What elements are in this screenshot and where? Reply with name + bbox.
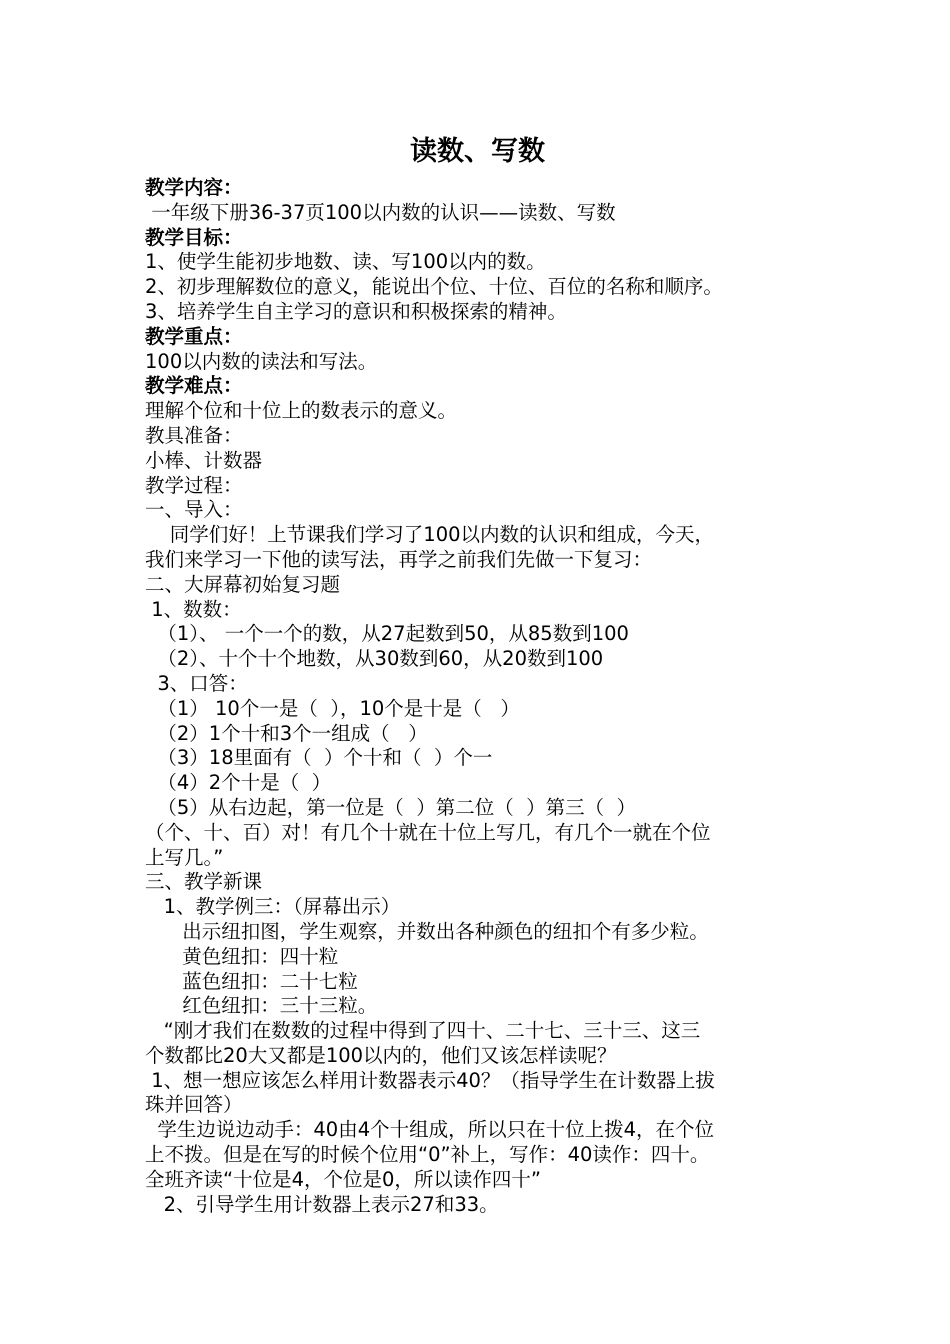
section-heading: 教学重点： [145, 324, 243, 348]
document-body [145, 176, 810, 1217]
text-line: 1、数数： [145, 597, 242, 621]
text-line: （5）从右边起，第一位是（ ）第二位（ ）第三（ ） [145, 795, 636, 819]
text-line: 珠并回答） [145, 1093, 243, 1117]
text-line: 小棒、计数器 [145, 448, 263, 472]
text-line: （2）1个十和3个一组成（ ） [145, 721, 428, 745]
text-line: 上写几。” [145, 845, 224, 869]
text-line: （1）、 一个一个的数，从27起数到50，从85数到100 [145, 622, 629, 646]
text-line: 教学过程： [145, 473, 243, 497]
text-line: 黄色纽扣：四十粒 [145, 944, 339, 968]
text-line: 1、使学生能初步地数、读、写100以内的数。 [145, 250, 546, 274]
text-line: 同学们好！上节课我们学习了100以内数的认识和组成，今天， [145, 523, 715, 547]
text-line: 三、教学新课 [145, 870, 263, 894]
text-line: 一、导入： [145, 498, 243, 522]
text-line: （4）2个十是（ ） [145, 771, 332, 795]
text-line: 1、想一想应该怎么样用计数器表示40？（指导学生在计数器上拔 [145, 1068, 715, 1092]
text-line: 蓝色纽扣：二十七粒 [145, 969, 358, 993]
text-line: 2、初步理解数位的意义，能说出个位、十位、百位的名称和顺序。 [145, 275, 723, 299]
text-line: 二、大屏幕初始复习题 [145, 572, 341, 596]
text-line: （个、十、百）对！有几个十就在十位上写几，有几个一就在个位 [145, 820, 711, 844]
text-line: （3）18里面有（ ）个十和（ ）个一 [145, 746, 493, 770]
section-heading: 教学难点： [145, 374, 243, 398]
text-line: 教具准备： [145, 423, 243, 447]
text-line: 上不拨。但是在写的时候个位用“0”补上，写作：40读作：四十。 [145, 1143, 710, 1167]
text-line: 2、引导学生用计数器上表示27和33。 [145, 1192, 499, 1216]
text-line: 出示纽扣图，学生观察，并数出各种颜色的纽扣个有多少粒。 [145, 919, 709, 943]
text-line: （2）、十个十个地数，从30数到60，从20数到100 [145, 647, 604, 671]
text-line: 3、口答： [145, 671, 248, 695]
section-heading: 教学内容： [145, 176, 243, 199]
text-line: “刚才我们在数数的过程中得到了四十、二十七、三十三、这三 [145, 1019, 701, 1043]
text-line: 一年级下册36-37页100以内数的认识——读数、写数 [145, 200, 616, 224]
text-line: 3、培养学生自主学习的意识和积极探索的精神。 [145, 299, 567, 323]
document-title: 读数、写数 [410, 136, 545, 167]
text-line: 1、教学例三：（屏幕出示） [145, 895, 401, 919]
text-line: 个数都比20大又都是100以内的，他们又该怎样读呢？ [145, 1043, 617, 1067]
section-heading: 教学目标： [145, 225, 243, 249]
text-line: 全班齐读“十位是4，个位是0，所以读作四十” [145, 1167, 542, 1191]
text-line: （1） 10个一是（ ），10个是十是（ ） [145, 696, 520, 720]
text-line: 我们来学习一下他的读写法，再学之前我们先做一下复习： [145, 547, 653, 571]
text-line: 学生边说边动手：40由4个十组成，所以只在十位上拨4，在个位 [145, 1118, 715, 1142]
text-line: 理解个位和十位上的数表示的意义。 [145, 399, 458, 423]
text-line: 红色纽扣：三十三粒。 [145, 994, 378, 1018]
text-line: 100以内数的读法和写法。 [145, 349, 378, 373]
